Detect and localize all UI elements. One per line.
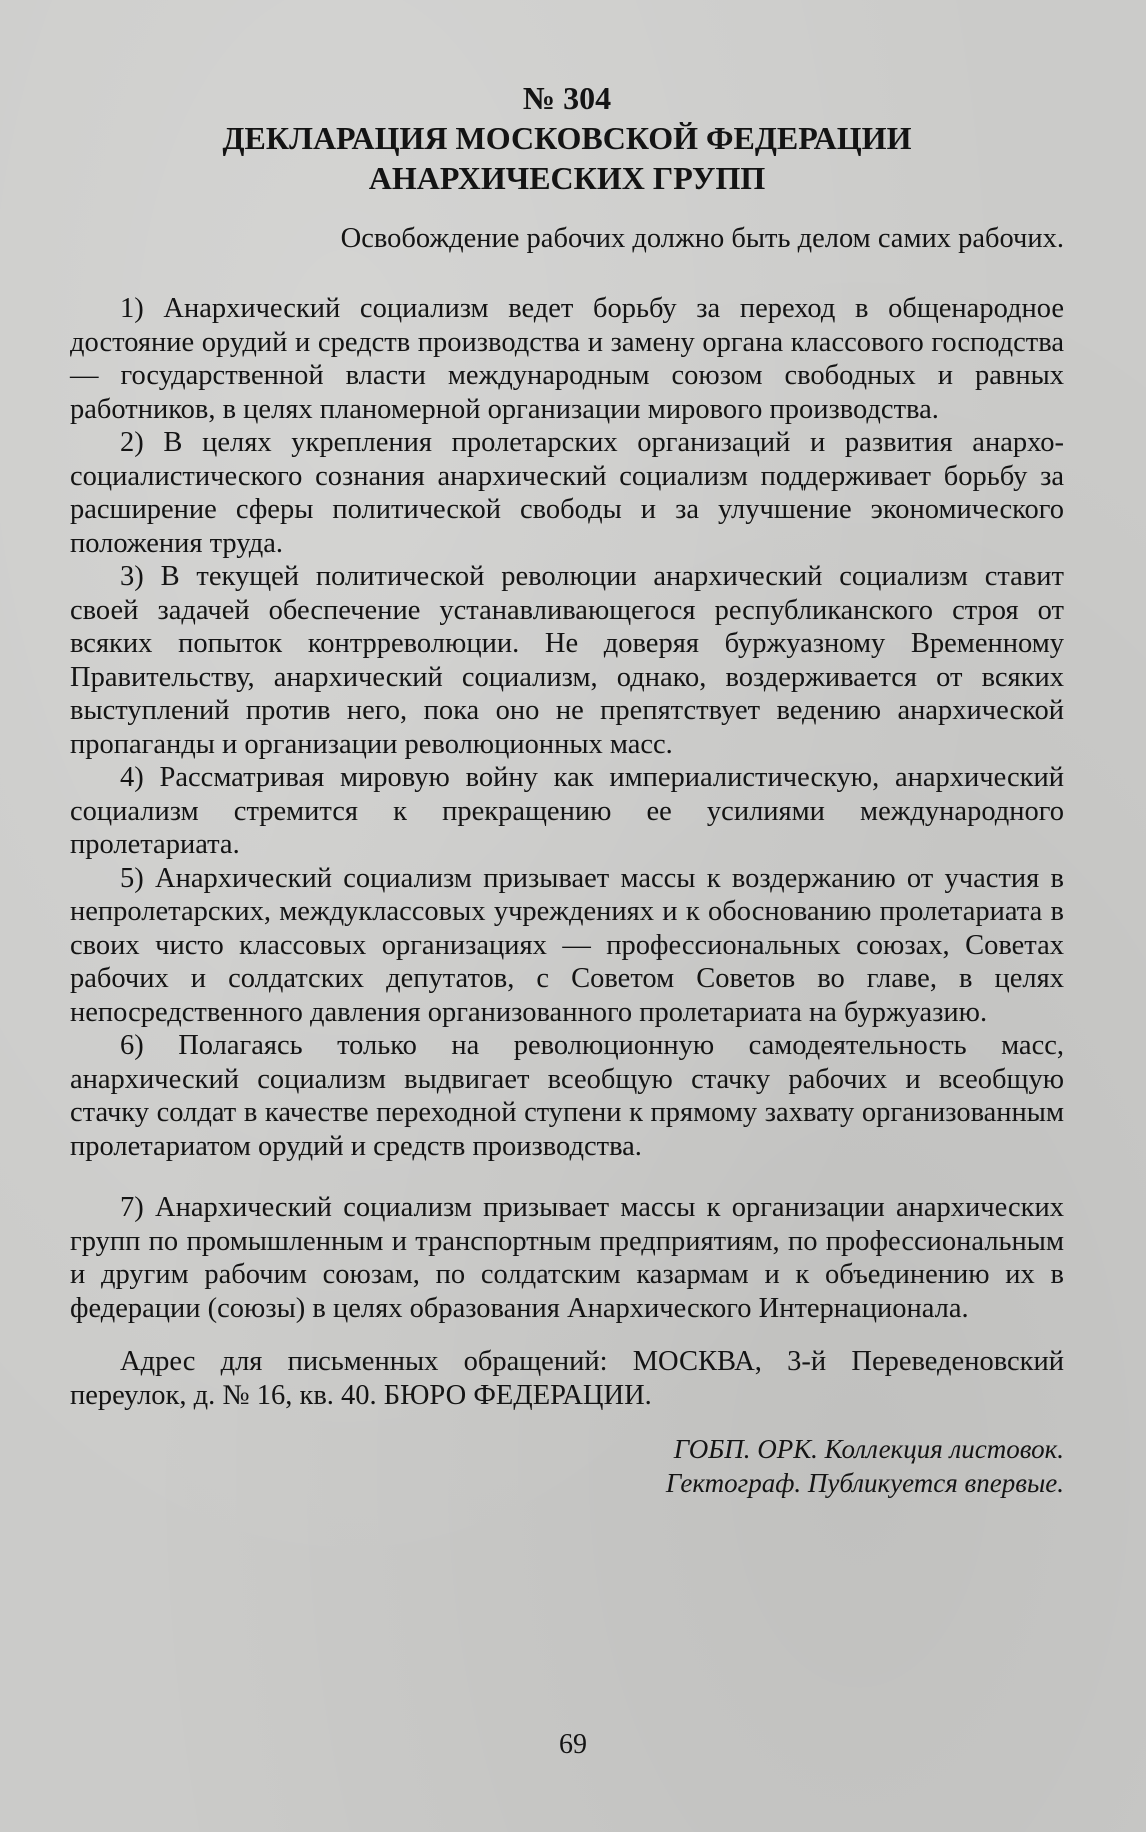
document-body [70, 78, 1064, 1500]
source-line-1: ГОБП. ОРК. Коллекция листовок. [673, 1434, 1064, 1464]
epigraph: Освобождение рабочих должно быть делом самих рабочих. [340, 223, 1064, 254]
paragraph-3: 3) В текущей политической революции анархический социализм ставит своей задачей обеспечение устанавливающегося республиканского строя от всяких попыток контрреволюции. Не доверяя буржуазному Временному Правительству, анархический социализм, однако, воздерживается от всяких выступлений против него, пока оно не препятствует ведению анархической пропаганды и организации революционных масс. [70, 561, 1064, 760]
paragraph-6: 6) Полагаясь только на революционную самодеятельность масс, анархический социализм выдвигает всеобщую стачку рабочих и всеобщую стачку солдат в качестве переходной ступени к прямому захвату организованным пролетариатом орудий и средств производства. [70, 1030, 1064, 1162]
paragraph-4: 4) Рассматривая мировую войну как империалистическую, анархический социализм стремится к прекращению ее усилиями международного пролетариата. [70, 762, 1064, 860]
page-number: 69 [559, 1729, 587, 1760]
title-line-2: АНАРХИЧЕСКИХ ГРУПП [368, 160, 766, 196]
paragraph-5: 5) Анархический социализм призывает массы к воздержанию от участия в непролетарских, междуклассовых учреждениях и к обоснованию пролетариата в своих чисто классовых организациях — профессиональных союзах, Советах рабочих и солдатских депутатов, с Советом Советов во главе, в целях непосредственного давления организованного пролетариата на буржуазию. [70, 862, 1064, 1028]
paragraph-1: 1) Анархический социализм ведет борьбу за переход в общенародное достояние орудий и средств производства и замену органа классового господства — государственной власти международным союзом свободных и равных работников, в целях планомерной организации мирового производства. [70, 293, 1064, 425]
paragraph-7: 7) Анархический социализм призывает массы к организации анархических групп по промышленным и транспортным предприятиям, по профессиональным и другим рабочим союзам, по солдатским казармам и к объединению их в федерации (союзы) в целях образования Анархического Интернационала. [70, 1192, 1064, 1324]
document-title [70, 118, 1064, 198]
title-line-1: ДЕКЛАРАЦИЯ МОСКОВСКОЙ ФЕДЕРАЦИИ [222, 120, 912, 156]
source-note [70, 1432, 1064, 1500]
paragraph-2: 2) В целях укрепления пролетарских организаций и развития анархо-социалистического сознания анархический социализм поддерживает борьбу за расширение сферы политической свободы и за улучшение экономического положения труда. [70, 427, 1064, 559]
source-line-2: Гектограф. Публикуется впервые. [665, 1468, 1064, 1498]
document-number: № 304 [522, 80, 612, 116]
address-paragraph: Адрес для письменных обращений: МОСКВА, 3-й Переведеновский переулок, д. № 16, кв. 40. БЮРО ФЕДЕРАЦИИ. [70, 1346, 1064, 1411]
